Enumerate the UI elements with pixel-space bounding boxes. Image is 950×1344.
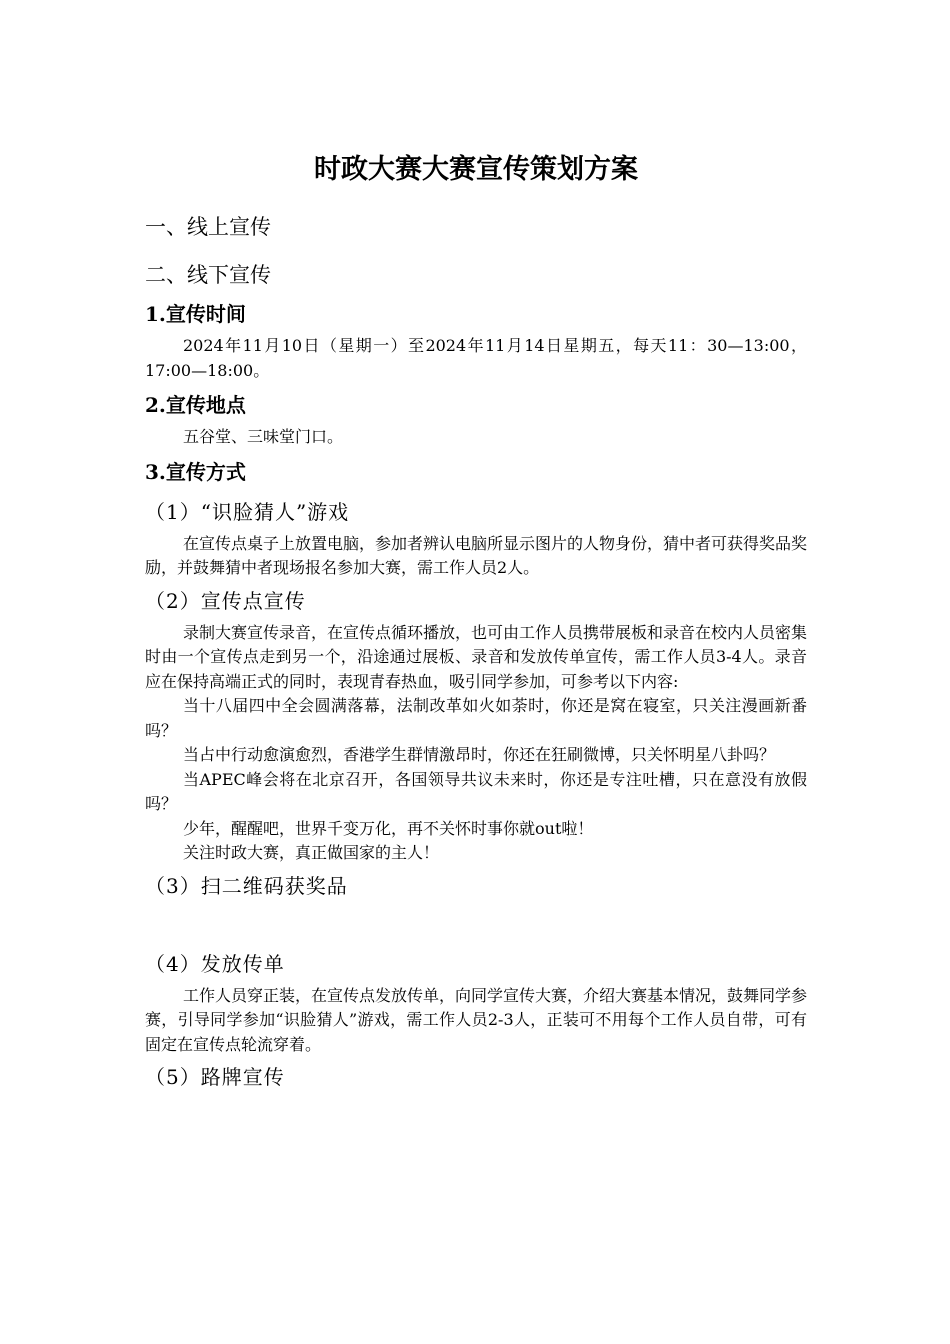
item-paragraph: 当十八届四中全会圆满落幕，法制改革如火如荼时，你还是窝在寝室，只关注漫画新番吗？ <box>145 696 807 740</box>
sub-method-heading: 3.宣传方式 <box>145 459 246 484</box>
item-heading: （1）“识脸猜人”游戏 <box>145 499 350 524</box>
item-paragraph: 在宣传点桌子上放置电脑，参加者辨认电脑所显示图片的人物身份，猜中者可获得奖品奖励，并鼓舞猜中者现场报名参加大赛，需工作人员2人。 <box>145 533 808 577</box>
item-heading: （3）扫二维码获奖品 <box>145 873 348 898</box>
item-heading: （2）宣传点宣传 <box>145 588 306 613</box>
item-paragraph: 工作人员穿正装，在宣传点发放传单，向同学宣传大赛，介绍大赛基本情况，鼓舞同学参赛，引导同学参加“识脸猜人”游戏，需工作人员2-3人，正装可不用每个工作人员自带，可有固定在宣传点轮流穿着。 <box>145 985 808 1054</box>
sub-time-heading: 1.宣传时间 <box>145 302 246 326</box>
document-title: 时政大赛大赛宣传策划方案 <box>314 154 638 185</box>
item-heading: （4）发放传单 <box>145 951 285 976</box>
item-paragraph: 少年，醒醒吧，世界千变万化，再不关怀时事你就out啦！ <box>183 818 594 838</box>
sub-location-text: 五谷堂、三味堂门口。 <box>183 427 344 446</box>
sub-time-text: 2024年11月10日（星期一）至2024年11月14日星期五，每天11：30—13:00，17:00—18:00。 <box>145 336 807 380</box>
section-offline-heading: 二、线下宣传 <box>145 263 271 287</box>
item-heading: （5）路牌宣传 <box>145 1065 285 1089</box>
item-paragraph: 录制大赛宣传录音，在宣传点循环播放，也可由工作人员携带展板和录音在校内人员密集时由一个宣传点走到另一个，沿途通过展板、录音和发放传单宣传，需工作人员3-4人。录音应在保持高端正式的同时，表现青春热血，吸引同学参加，可参考以下内容: <box>145 622 808 691</box>
sub-location-heading: 2.宣传地点 <box>145 393 246 417</box>
section-online-heading: 一、线上宣传 <box>145 215 271 239</box>
item-paragraph: 当APEC峰会将在北京召开，各国领导共议未来时，你还是专注吐槽，只在意没有放假吗？ <box>145 769 807 813</box>
document-body <box>145 150 807 1097</box>
item-paragraph: 当占中行动愈演愈烈，香港学生群情激昂时，你还在狂刷微博，只关怀明星八卦吗？ <box>183 745 776 764</box>
item-paragraph: 关注时政大赛，真正做国家的主人！ <box>183 843 440 862</box>
